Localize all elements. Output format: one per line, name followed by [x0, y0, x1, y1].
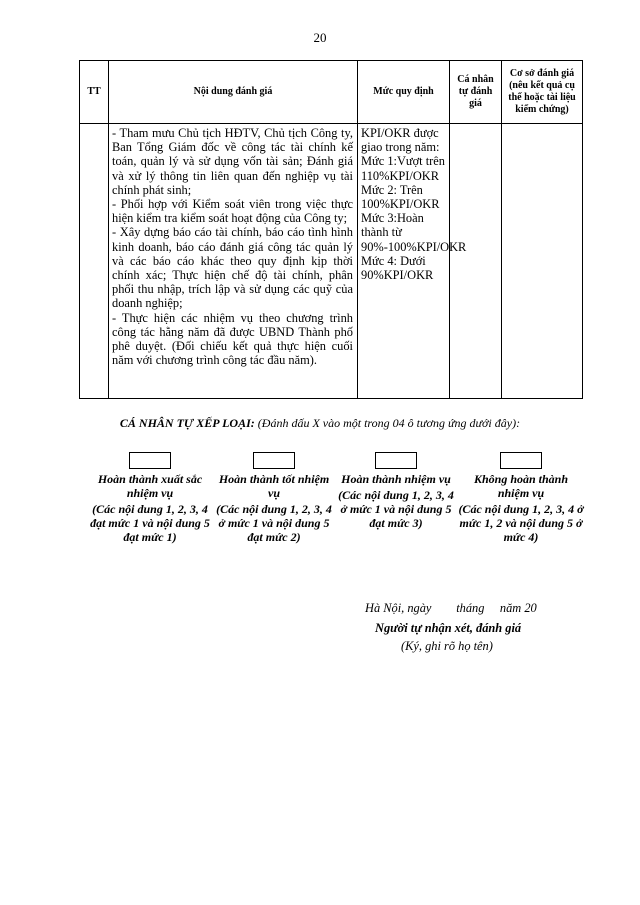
- cell-content: [109, 124, 358, 399]
- header-self: Cá nhân tự đánh giá: [450, 61, 502, 124]
- signature-date: Hà Nội, ngày tháng năm 20: [365, 601, 537, 615]
- header-level: Mức quy định: [358, 61, 450, 124]
- header-basis: Cơ sở đánh giá (nêu kết quả cụ thể hoặc tài liệu kiểm chứng): [502, 61, 583, 124]
- level-line: KPI/OKR được giao trong năm:: [361, 126, 440, 155]
- cell-self[interactable]: [450, 124, 502, 399]
- rating-option-title: Hoàn thành xuất sắc nhiệm vụ: [97, 472, 203, 500]
- rating-option-criteria: (Các nội dung 1, 2, 3, 4 đạt mức 1 và nội dung 5 đạt mức 1): [90, 502, 210, 544]
- rating-option-criteria: (Các nội dung 1, 2, 3, 4 ở mức 1 và nội dung 5 đạt mức 3): [338, 488, 454, 530]
- content-item: - Xây dựng báo cáo tài chính, báo cáo tình hình kinh doanh, báo cáo đánh giá công tác quản lý và các báo cáo khác theo quy định kịp thời chính xác; Thực hiện chế độ tài chính, phân phối thu nhập, trích lập và sử dụng các quỹ của doanh nghiệp;: [112, 225, 353, 311]
- page-number: 20: [313, 30, 327, 45]
- evaluation-table: [79, 60, 583, 399]
- cell-level: [358, 124, 467, 399]
- table-header-row: [80, 61, 583, 124]
- rating-checkbox[interactable]: [253, 452, 295, 469]
- content-item: - Phối hợp với Kiểm soát viên trong việc thực hiện kiểm tra kiểm soát hoạt động của Công ty;: [112, 197, 353, 226]
- rating-option-title: Hoàn thành nhiệm vụ: [341, 472, 451, 486]
- level-line: Mức 1:Vượt trên 110%KPI/OKR: [361, 154, 445, 183]
- self-rating-label: CÁ NHÂN TỰ XẾP LOẠI:: [119, 416, 255, 430]
- rating-checkbox[interactable]: [500, 452, 542, 469]
- cell-tt: [80, 124, 109, 399]
- rating-option-good: [214, 452, 334, 544]
- header-tt: TT: [80, 61, 109, 124]
- self-rating-heading: [0, 416, 640, 431]
- self-rating-instruction: (Đánh dấu X vào một trong 04 ô tương ứng dưới đây):: [257, 416, 521, 430]
- level-line: Mức 2: Trên 100%KPI/OKR: [361, 182, 440, 212]
- signer-note: (Ký, ghi rõ họ tên): [401, 639, 493, 653]
- content-item: - Thực hiện các nhiệm vụ theo chương trình công tác hằng năm đã được UBND Thành phố phê duyệt. (Đối chiếu kết quả thực hiện cuối năm với chương trình công tác đầu năm).: [112, 310, 353, 368]
- rating-option-not-completed: [458, 452, 584, 544]
- content-item: - Tham mưu Chủ tịch HĐTV, Chủ tịch Công ty, Ban Tổng Giám đốc về công tác tài chính kế toán, quản lý và sử dụng vốn tài sản; Đánh giá và xử lý thông tin liên quan đến nghiệp vụ tài chính phát sinh;: [112, 126, 353, 197]
- table-row: [80, 124, 583, 399]
- header-content: Nội dung đánh giá: [109, 61, 358, 124]
- rating-option-completed: [336, 452, 456, 530]
- rating-checkbox[interactable]: [375, 452, 417, 469]
- level-line: Mức 4: Dưới 90%KPI/OKR: [361, 253, 434, 283]
- signer-title: Người tự nhận xét, đánh giá: [375, 621, 522, 635]
- rating-option-excellent: [90, 452, 210, 544]
- rating-option-criteria: (Các nội dung 1, 2, 3, 4 ở mức 1 và nội dung 5 đạt mức 2): [216, 502, 332, 544]
- rating-option-criteria: (Các nội dung 1, 2, 3, 4 ở mức 1, 2 và nội dung 5 ở mức 4): [458, 502, 584, 544]
- cell-basis[interactable]: [502, 124, 583, 399]
- level-line: Mức 3:Hoàn thành từ 90%-100%KPI/OKR: [361, 211, 467, 254]
- rating-checkbox[interactable]: [129, 452, 171, 469]
- rating-option-title: Hoàn thành tốt nhiệm vụ: [218, 472, 330, 500]
- rating-option-title: Không hoàn thành nhiệm vụ: [473, 472, 569, 500]
